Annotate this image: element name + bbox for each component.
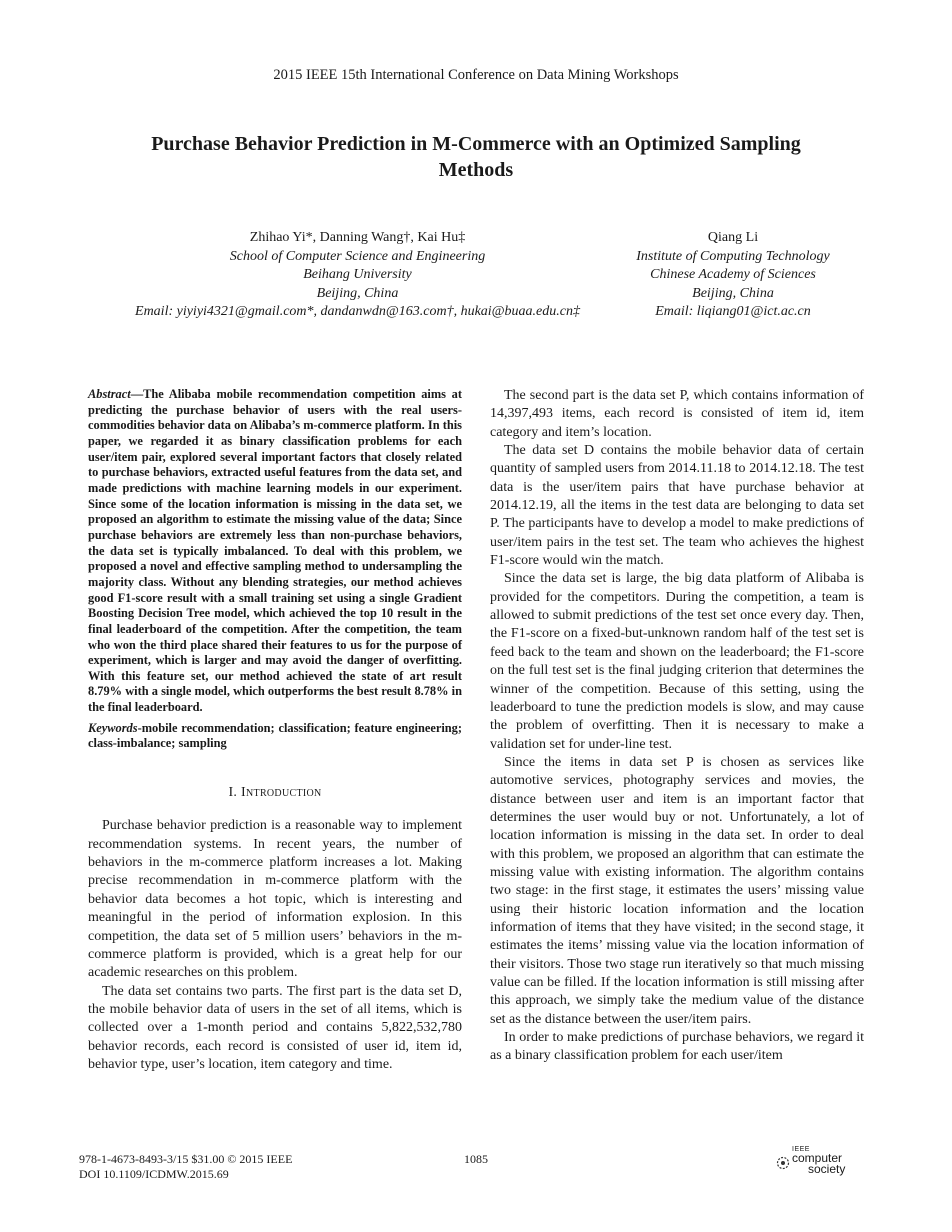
- title-line-2: Methods: [438, 159, 514, 181]
- footer-doi: DOI 10.1109/ICDMW.2015.69: [79, 1167, 229, 1181]
- paragraph: The second part is the data set P, which contains information of 14,397,493 items, each record is consisted of item id, item category and item’s location.: [490, 388, 864, 440]
- title-line-1: Purchase Behavior Prediction in M-Commerce with an Optimized Sampling: [151, 133, 801, 155]
- paragraph: The data set D contains the mobile behavior data of certain quantity of sampled users from 2014.11.18 to 2014.12.18. The test data is the user/item pairs that have purchase behavior at 2014.12.19, all the items in the test data are belonging to data set P. The participants have to develop a model to make predictions of user/item pairs in the test set. The team who achieves the highest F1-score would win the match.: [490, 443, 864, 569]
- section-title: Introduction: [241, 785, 322, 801]
- abstract-text: —The Alibaba mobile recommendation competition aims at predicting the purchase behavior of users with the real users-commodities behavior data on Alibaba’s m-commerce platform. In this paper, we regarded it as binary classification problems for each user/item pair, explored several important factors that closely related to purchase behaviors, extracted useful features from the data set, and made predictions with machine learning models in our experiment. Since some of the location information is missing in the data set, we proposed an algorithm to estimate the missing value of the data; Since purchase behaviors are extremely less than non-purchase behaviors, the data set is typically imbalanced. To deal with this problem, we proposed a novel and effective sampling method to undersampling the majority class. Without any blending strategies, our method achieves good F1-score result with a small training set using a single Gradient Boosting Decision Tree model, which achieved the top 10 result in the final leaderboard of the competition. After the competition, the team who won the third place shared their features to us for the purpose of experiment, which is larger and may avoid the danger of overfitting. With this feature set, our method achieved the state of art result 8.79% with a single model, which outperforms the best result 8.78% in the final leaderboard.: [88, 387, 462, 715]
- logo-gear-icon: [776, 1156, 790, 1170]
- paragraph: Since the data set is large, the big data platform of Alibaba is provided for the competitors. During the competition, a team is allowed to submit predictions of the test set once every day. Then, the F1-score on a fixed-but-unknown random half of the test set is feed back to the team and shown on the leaderboard; the F1-score on the full test set is the final judging criterion that determines the winner of the competition. Because of this setting, using the leaderboard to tune the prediction models is slow, and may cause the problem of overfitting. Then it is necessary to make a validation set for under-line test.: [490, 571, 864, 752]
- logo-society-text: society: [808, 1162, 846, 1176]
- paragraph: Since the items in data set P is chosen as services like automotive services, photography services and movies, the distance between user and item is an important factor that determines the user would buy or not. Unfortunately, a lot of location information is missing in the data set. In order to deal with this problem, we proposed an algorithm that can estimate the missing value with existing information. The algorithm contains two stage: in the first stage, it estimates the users’ missing value using their historic location information and the location information of items that they have visited; in the second stage, it estimates the items’ missing value via the location information of their visitors. Those two stage run iteratively so that much missing value can be filled. If the location information is still missing after this approach, we simply take the medium value of the distance set as the distance between the user/item pairs.: [490, 754, 864, 1027]
- paragraph: Purchase behavior prediction is a reasonable way to implement recommendation systems. In recent years, the number of behaviors in the m-commerce platform increases a lot. Making precise recommendation in m-commerce platform with the behavior data becomes a hot topic, which is interesting and meaningful in the period of information explosion. In this competition, the data set of 5 million users’ behaviors in the m-commerce platform is provided, which is a great help for our academic researches on this problem.: [88, 818, 462, 981]
- paragraph: The data set contains two parts. The first part is the data set D, the mobile behavior data of users in the set of all items, which is collected over a 1-month period and contains 5,822,532,780 behavior records, each record is consisted of user id, item id, behavior type, user’s location, item category and time.: [88, 983, 462, 1072]
- author-university: Beihang University: [303, 267, 412, 282]
- author-block-1: [80, 229, 635, 322]
- keywords-label: Keywords: [88, 720, 138, 735]
- author-block-2: [608, 229, 858, 322]
- conference-header: 2015 IEEE 15th International Conference on Data Mining Workshops: [273, 67, 679, 83]
- keywords: [88, 721, 462, 752]
- paper-title: [100, 131, 852, 183]
- left-column: [88, 387, 462, 1074]
- author-university: Chinese Academy of Sciences: [650, 267, 816, 282]
- footer-isbn: 978-1-4673-8493-3/15 $31.00 © 2015 IEEE: [79, 1152, 293, 1166]
- author-names: Zhihao Yi*, Danning Wang†, Kai Hu‡: [249, 230, 466, 245]
- section-number: I.: [228, 785, 238, 801]
- abstract: [88, 387, 462, 716]
- logo-computer-text: computer: [792, 1151, 843, 1165]
- author-email: Email: yiyiyi4321@gmail.com*, dandanwdn@163.com†, hukai@buaa.edu.cn‡: [135, 304, 580, 319]
- author-location: Beijing, China: [692, 285, 774, 301]
- logo-ieee-text: IEEE: [792, 1146, 810, 1153]
- keywords-text: -mobile recommendation; classification; feature engineering; class-imbalance; sampling: [88, 720, 462, 751]
- author-names: Qiang Li: [707, 230, 759, 245]
- paragraph: In order to make predictions of purchase behaviors, we regard it as a binary classification problem for each user/item: [490, 1030, 864, 1064]
- author-email: Email: liqiang01@ict.ac.cn: [655, 304, 811, 319]
- abstract-label: Abstract: [88, 387, 131, 401]
- right-column: [490, 387, 864, 1066]
- author-department: School of Computer Science and Engineering: [229, 248, 486, 264]
- section-heading: [88, 784, 462, 802]
- ieee-computer-society-logo: [776, 1146, 866, 1178]
- author-location: Beijing, China: [316, 285, 399, 301]
- page-number: 1085: [464, 1152, 488, 1166]
- author-department: Institute of Computing Technology: [636, 248, 830, 264]
